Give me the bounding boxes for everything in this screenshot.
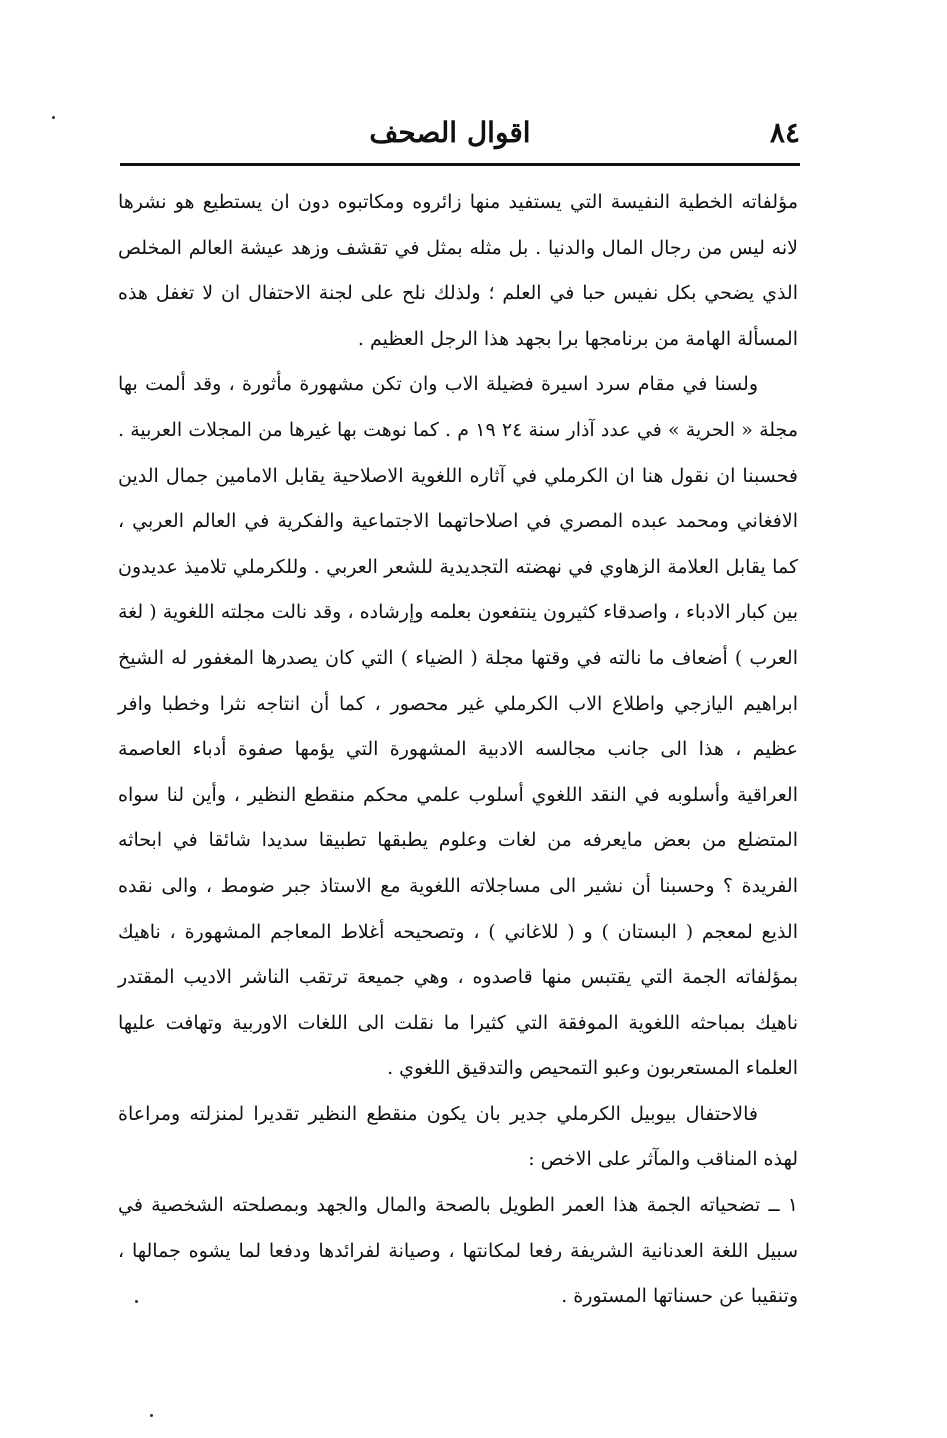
- page-header: [120, 112, 800, 158]
- paragraph-biography: ولسنا في مقام سرد اسيرة فضيلة الاب وان تكن مشهورة مأثورة ، وقد ألمت بها مجلة « الحرية » في عدد آذار سنة ٢٤ ١٩ م . كما نوهت بها غيرها من المجلات العربية . فحسبنا ان نقول هنا ان الكرملي في آثاره اللغوية الاصلاحية يقابل الامامين جمال الدين الافغاني ومحمد عبده المصري في اصلاحاتهما الاجتماعية والفكرية في العالم العربي ، كما يقابل العلامة الزهاوي في نهضته التجديدية للشعر العربي . وللكرملي تلاميذ عديدون بين كبار الادباء ، واصدقاء كثيرون ينتفعون بعلمه وإرشاده ، وقد نالت مجلته اللغوية ( لغة العرب ) أضعاف ما نالته في وقتها مجلة ( الضياء ) التي كان يصدرها المغفور له الشيخ ابراهيم اليازجي واطلاع الاب الكرملي غير محصور ، كما أن انتاجه نثرا وخطبا وافر عظيم ، هذا الى جانب مجالسه الادبية المشهورة التي يؤمها صفوة أدباء العاصمة العراقية وأسلوبه في النقد اللغوي أسلوب علمي محكم منقطع النظير ، وأين لنا سواه المتضلع من بعض مايعرفه من لغات وعلوم يطبقها تطبيقا سديدا شائقا في ابحاثه الفريدة ؟ وحسبنا أن نشير الى مساجلاته اللغوية مع الاستاذ جبر ضومط ، والى نقده الذيع لمعجم ( البستان ) و ( للاغاني ) ، وتصحيحه أغلاط المعاجم المشهورة ، ناهيك بمؤلفاته الجمة التي يقتبس منها قاصدوه ، وهي جميعة ترتقب الناشر الاديب المقتدر ناهيك بمباحثه اللغوية الموفقة التي كثيرا ما نقلت الى اللغات الاوربية وتهافت عليها العلماء المستعربون وعبو التمحيص والتدقيق اللغوي .: [118, 373, 799, 1080]
- body-text: [118, 180, 798, 1320]
- paragraph-continuation: مؤلفاته الخطية النفيسة التي يستفيد منها زائروه ومكاتبوه دون ان يستطيع هو نشرها لانه ليس من رجال المال والدنيا . بل مثله بمثل في تقشف وزهد عيشة العالم المخلص الذي يضحي بكل نفيس حبا في العلم ؛ ولذلك نلح على لجنة الاحتفال ان لا تغفل هذه المسألة الهامة من برنامجها برا بجهد هذا الرجل العظيم .: [118, 191, 798, 350]
- page-number: ٨٤: [769, 116, 800, 149]
- paragraph-list-item-1: ١ ــ تضحياته الجمة هذا العمر الطويل بالصحة والمال والجهد وبمصلحته الشخصية في سبيل اللغة العدنانية الشريفة رفعا لمكانتها ، وصيانة لفرائدها ودفعا لما يشوه جمالها ، وتنقيبا عن حسناتها المستورة .: [118, 1194, 798, 1308]
- header-rule: [120, 163, 800, 166]
- paragraph-jubilee: فالاحتفال بيوبيل الكرملي جدير بان يكون منقطع النظير تقديرا لمنزلته ومراعاة لهذه المناقب والمآثر على الاخص :: [118, 1102, 798, 1171]
- scan-speck: [135, 1300, 138, 1303]
- running-title: اقوال الصحف: [369, 116, 531, 149]
- scan-speck: [150, 1414, 153, 1417]
- scan-speck: [52, 116, 55, 119]
